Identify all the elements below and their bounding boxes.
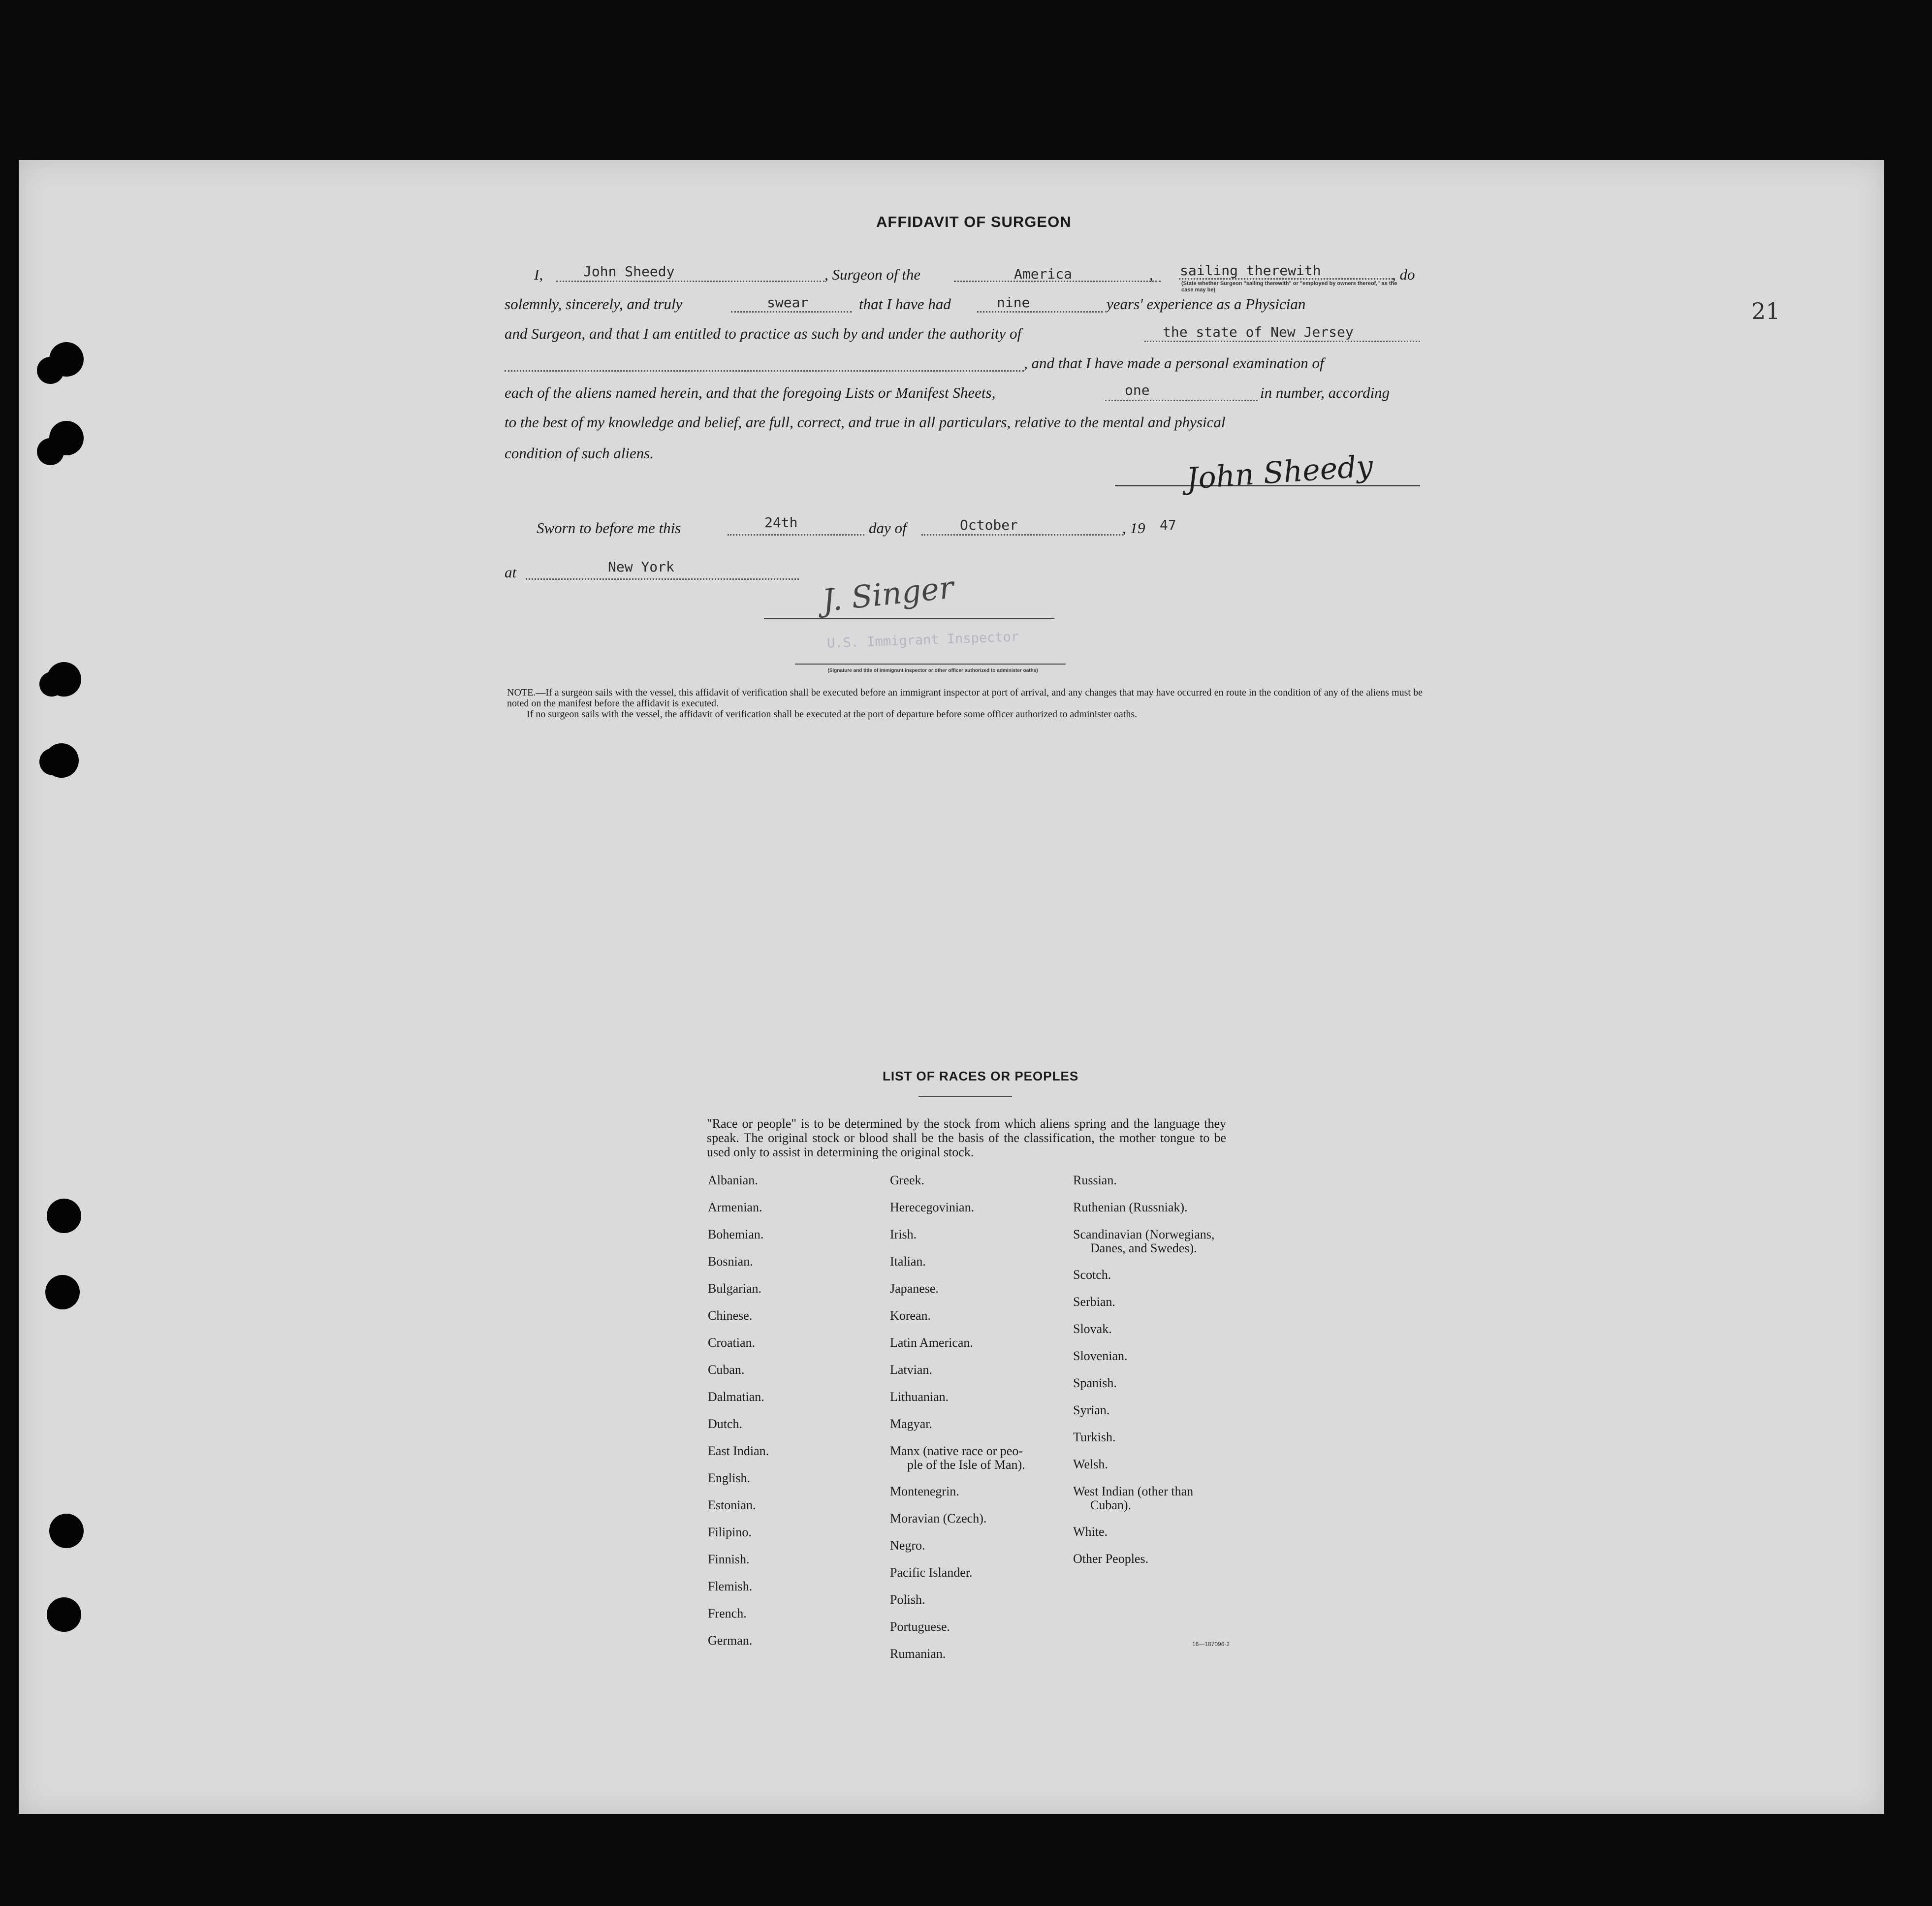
race-item: Bulgarian.: [708, 1281, 762, 1296]
race-item: Latin American.: [890, 1335, 973, 1350]
race-item: Dutch.: [708, 1417, 743, 1431]
races-column-2: [890, 1174, 1077, 1674]
sworn-month: October: [960, 517, 1018, 533]
race-item: Lithuanian.: [890, 1390, 949, 1404]
race-item: German.: [708, 1633, 753, 1648]
sworn-place: New York: [608, 559, 674, 575]
race-item: Serbian.: [1073, 1295, 1115, 1309]
officer-title-stamp: U.S. Immigrant Inspector: [826, 629, 1019, 651]
race-item: Cuban.: [708, 1363, 745, 1377]
text-years: years' experience as a Physician: [1107, 295, 1306, 313]
punch-hole: [47, 1199, 81, 1233]
race-item: Other Peoples.: [1073, 1552, 1149, 1566]
race-item: East Indian.: [708, 1444, 769, 1458]
text-and-surgeon: and Surgeon, and that I am entitled to practice as such by and under the authority of: [505, 325, 1022, 342]
note-paragraph-1: NOTE.—If a surgeon sails with the vessel, this affidavit of verification shall be executed before an immigrant inspector at port of arrival, and any changes that may have occurred en route in the condition of any of the aliens must be noted on the manifest before the affidavit is executed.: [507, 687, 1423, 709]
races-column-1: [708, 1174, 895, 1661]
punch-hole: [39, 672, 64, 697]
race-item-line: ple of the Isle of Man).: [907, 1458, 1025, 1472]
text-sworn: Sworn to before me this: [537, 519, 681, 537]
officer-signature-line: [764, 618, 1054, 619]
race-item: Spanish.: [1073, 1376, 1117, 1390]
text-in-number: in number, according: [1260, 384, 1390, 401]
punch-hole: [37, 357, 64, 384]
races-list-rule: [918, 1096, 1012, 1097]
race-item: White.: [1073, 1525, 1108, 1539]
race-item: Italian.: [890, 1254, 926, 1269]
race-item: Filipino.: [708, 1525, 752, 1539]
text-day-of: day of: [869, 519, 907, 537]
text-at: at: [505, 564, 517, 581]
race-item: Slovak.: [1073, 1322, 1112, 1336]
affidavit-note: [507, 687, 1423, 720]
fill-authority-cont: [505, 350, 1024, 372]
text-condition: condition of such aliens.: [505, 445, 654, 462]
race-item: Montenegrin.: [890, 1484, 959, 1498]
race-item: Ruthenian (Russniak).: [1073, 1200, 1188, 1214]
surgeon-signature: John Sheedy: [1185, 448, 1374, 497]
sworn-day: 24th: [764, 514, 798, 531]
race-item: Dalmatian.: [708, 1390, 764, 1404]
authority: the state of New Jersey: [1163, 324, 1354, 340]
sheet-count: one: [1125, 382, 1150, 398]
races-intro: "Race or people" is to be determined by the stock from which aliens spring and the language they speak. The original stock or blood shall be the basis of the classification, the mother tongue to be used only to assist in determining the original stock.: [707, 1116, 1226, 1159]
race-item: Greek.: [890, 1173, 925, 1187]
race-item: Japanese.: [890, 1281, 939, 1296]
text-best: to the best of my knowledge and belief, are full, correct, and true in all particulars, relative to the mental and physical: [505, 413, 1226, 431]
years-experience: nine: [997, 294, 1030, 311]
text-that-had: that I have had: [859, 295, 951, 313]
race-item-line: Scandinavian (Norwegians,: [1073, 1227, 1215, 1241]
race-item: Pacific Islander.: [890, 1565, 973, 1580]
officer-caption: (Signature and title of immigrant inspector or other officer authorized to administer oaths): [827, 668, 1038, 673]
race-item: Flemish.: [708, 1579, 753, 1593]
punch-hole: [49, 1514, 84, 1548]
officer-caption-line: [795, 664, 1066, 665]
race-item: French.: [708, 1606, 747, 1620]
race-item: Bosnian.: [708, 1254, 753, 1269]
surgeon-status: sailing therewith: [1180, 262, 1321, 279]
race-item: [1073, 1485, 1260, 1525]
race-item: English.: [708, 1471, 750, 1485]
race-item: Magyar.: [890, 1417, 932, 1431]
race-item-line: Manx (native race or peo-: [890, 1444, 1023, 1458]
race-item: Negro.: [890, 1538, 925, 1553]
race-item-line: West Indian (other than: [1073, 1484, 1194, 1498]
punch-hole: [45, 1275, 80, 1309]
text-examination: , and that I have made a personal examination of: [1024, 354, 1324, 372]
race-item: Irish.: [890, 1227, 917, 1241]
sworn-year: 47: [1160, 517, 1176, 533]
fill-years: [977, 291, 1103, 313]
race-item: Scotch.: [1073, 1268, 1111, 1282]
race-item: Polish.: [890, 1592, 925, 1607]
race-item: [890, 1444, 1077, 1485]
officer-signature: J. Singer: [820, 569, 955, 619]
race-item: Latvian.: [890, 1363, 932, 1377]
text-do: , do: [1392, 266, 1415, 283]
race-item: Slovenian.: [1073, 1349, 1128, 1363]
text-surgeon-of: , Surgeon of the: [824, 266, 921, 283]
text-each: each of the aliens named herein, and that the foregoing Lists or Manifest Sheets,: [505, 384, 996, 401]
race-item: Welsh.: [1073, 1457, 1108, 1471]
race-item: Portuguese.: [890, 1620, 950, 1634]
race-item: Albanian.: [708, 1173, 758, 1187]
race-item: Herecegovinian.: [890, 1200, 975, 1214]
race-item: Armenian.: [708, 1200, 762, 1214]
text-comma: ,: [1149, 266, 1153, 283]
race-item: Korean.: [890, 1308, 931, 1323]
fill-month: [921, 514, 1123, 536]
text-I: I,: [534, 266, 543, 283]
form-number: 16—187096-2: [1192, 1641, 1230, 1648]
vessel-name: America: [1014, 266, 1073, 282]
note-paragraph-2: If no surgeon sails with the vessel, the affidavit of verification shall be executed at the port of departure before some officer authorized to administer oaths.: [527, 709, 1138, 720]
page-number: 21: [1751, 298, 1780, 324]
text-year-prefix: , 19: [1122, 519, 1145, 537]
race-item: Chinese.: [708, 1308, 753, 1323]
text-solemnly: solemnly, sincerely, and truly: [505, 295, 683, 313]
races-column-3: [1073, 1174, 1260, 1579]
oath-word: swear: [767, 294, 809, 311]
races-list-title: LIST OF RACES OR PEOPLES: [883, 1069, 1079, 1083]
race-item: [1073, 1228, 1260, 1268]
punch-hole: [39, 748, 66, 775]
status-note: (State whether Surgeon "sailing therewith" or "employed by owners thereof," as the case may be): [1181, 281, 1397, 293]
race-item: Bohemian.: [708, 1227, 764, 1241]
race-item: Moravian (Czech).: [890, 1511, 987, 1525]
punch-hole: [47, 1597, 81, 1632]
affidavit-title: AFFIDAVIT OF SURGEON: [876, 213, 1072, 230]
race-item: Croatian.: [708, 1335, 756, 1350]
race-item: Finnish.: [708, 1552, 750, 1566]
punch-hole: [37, 438, 64, 465]
surgeon-name: John Sheedy: [583, 263, 675, 280]
race-item: Estonian.: [708, 1498, 756, 1512]
race-item-line: Cuban).: [1090, 1498, 1132, 1512]
race-item: Syrian.: [1073, 1403, 1110, 1417]
race-item-line: Danes, and Swedes).: [1090, 1241, 1197, 1255]
race-item: Russian.: [1073, 1173, 1117, 1187]
race-item: Rumanian.: [890, 1647, 946, 1661]
race-item: Turkish.: [1073, 1430, 1116, 1444]
